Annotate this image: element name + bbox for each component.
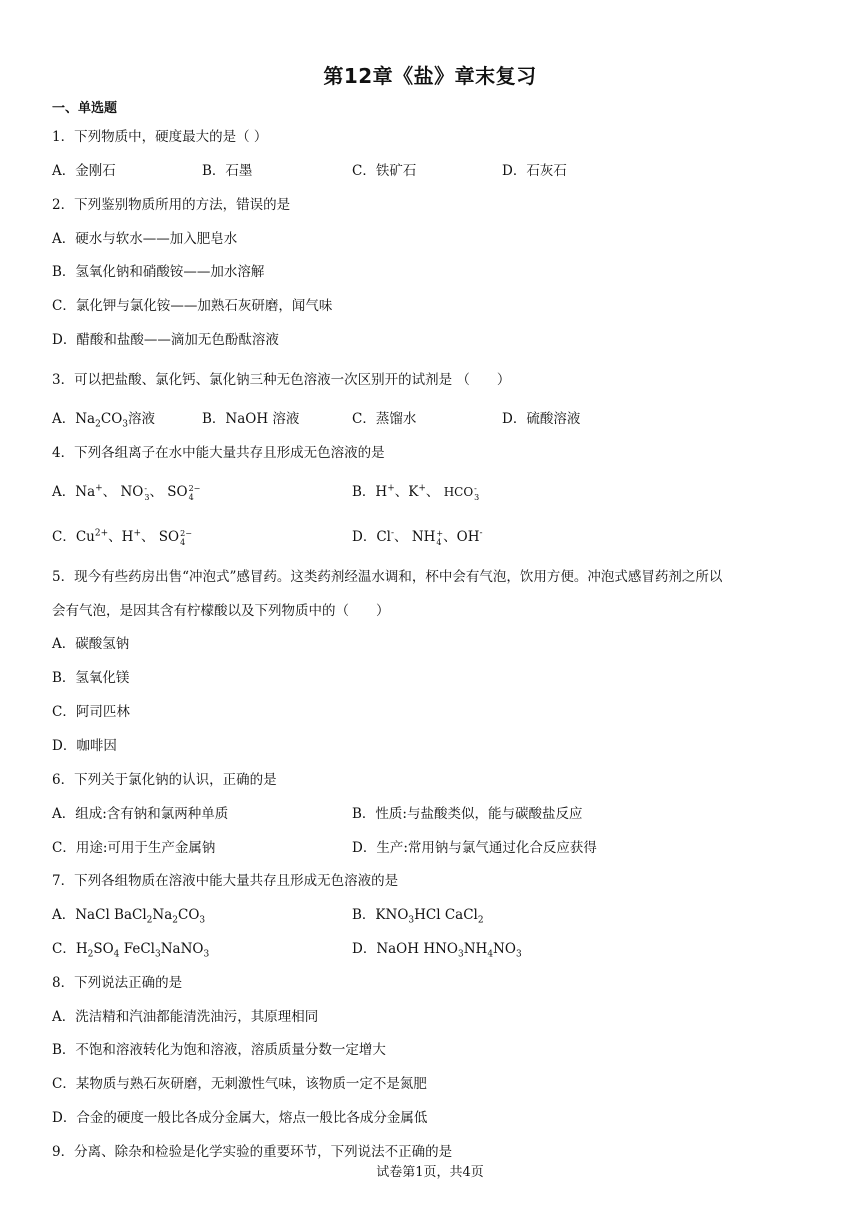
question-1-stem: 1．下列物质中，硬度最大的是（ ） xyxy=(52,129,268,145)
q7-option-a: A．NaCl $BaCl_2Na_2CO_3$ xyxy=(52,907,206,926)
q1-option-a: A．金刚石 xyxy=(52,163,116,179)
q5-option-d: D．咖啡因 xyxy=(52,738,117,754)
q3-option-c: C．蒸馏水 xyxy=(352,411,417,427)
q1-option-d: D．石灰石 xyxy=(502,163,567,179)
q8-option-c: C．某物质与熟石灰研磨，无刺激性气味，该物质一定不是氮肥 xyxy=(52,1076,427,1092)
q2-option-a: A．硬水与软水——加入肥皂水 xyxy=(52,231,238,247)
q5-option-c: C．阿司匹林 xyxy=(52,704,130,720)
q2-option-b: B．氢氧化钠和硝酸铵——加水溶解 xyxy=(52,264,265,280)
page-footer: 试卷第1页，共4页 xyxy=(376,1165,484,1180)
q7-option-d: D．NaOH $HNO_3NH_4NO_3$ xyxy=(352,941,522,960)
question-4-stem: 4．下列各组离子在水中能大量共存且形成无色溶液的是 xyxy=(52,445,385,461)
q7-option-c: C．$H_2SO_4$ FeCl$_3$NaNO$_3$ xyxy=(52,941,210,960)
q4-option-b: B．H+、K+、 HCO - 3 xyxy=(352,483,480,502)
question-6-stem: 6．下列关于氯化钠的认识，正确的是 xyxy=(52,772,277,788)
q8-option-a: A．洗洁精和汽油都能清洗油污，其原理相同 xyxy=(52,1009,319,1025)
question-7-stem: 7．下列各组物质在溶液中能大量共存且形成无色溶液的是 xyxy=(52,873,399,889)
q6-option-d: D．生产:常用钠与氯气通过化合反应获得 xyxy=(352,840,597,856)
q8-option-d: D．合金的硬度一般比各成分金属大，熔点一般比各成分金属低 xyxy=(52,1110,428,1126)
q2-option-c: C．氯化钾与氯化铵——加熟石灰研磨，闻气味 xyxy=(52,298,333,314)
question-9-stem: 9．分离、除杂和检验是化学实验的重要环节，下列说法不正确的是 xyxy=(52,1144,453,1160)
q6-option-a: A．组成:含有钠和氯两种单质 xyxy=(52,806,229,822)
q3-option-d: D．硫酸溶液 xyxy=(502,411,581,427)
q5-option-b: B．氢氧化镁 xyxy=(52,670,130,686)
q4-option-c: C．$Cu^{2+}$、H+、 SO 2− 4 xyxy=(52,528,192,547)
q1-option-c: C．铁矿石 xyxy=(352,163,417,179)
section-heading: 一、单选题 xyxy=(52,101,118,116)
q2-option-d: D．醋酸和盐酸——滴加无色酚酞溶液 xyxy=(52,332,279,348)
q7-option-b: B．$KNO_3HCl$ CaCl$_2$ xyxy=(352,907,484,926)
q1-option-b: B．石墨 xyxy=(202,163,253,179)
q3-option-a: A．$Na_2CO_3$溶液 xyxy=(52,411,155,430)
q8-option-b: B．不饱和溶液转化为饱和溶液，溶质质量分数一定增大 xyxy=(52,1042,386,1058)
page-title: 第12章《盐》章末复习 xyxy=(323,64,537,88)
question-5-stem-line-2: 会有气泡，是因其含有柠檬酸以及下列物质中的（ ） xyxy=(52,603,390,619)
q4-option-a: A．Na+、 NO - 3 、 SO 2− 4 xyxy=(52,483,201,502)
q4-option-d: D．Cl-、 NH + 4 、OH- xyxy=(352,528,483,547)
q6-option-c: C．用途:可用于生产金属钠 xyxy=(52,840,216,856)
q6-option-b: B．性质:与盐酸类似，能与碳酸盐反应 xyxy=(352,806,583,822)
question-8-stem: 8．下列说法正确的是 xyxy=(52,975,183,991)
q5-option-a: A．碳酸氢钠 xyxy=(52,636,130,652)
question-5-stem-line-1: 5．现今有些药房出售“冲泡式”感冒药。这类药剂经温水调和，杯中会有气泡，饮用方便。冲泡式感冒药剂之所以 xyxy=(52,569,723,585)
question-2-stem: 2．下列鉴别物质所用的方法，错误的是 xyxy=(52,197,291,213)
question-3-stem: 3．可以把盐酸、氯化钙、氯化钠三种无色溶液一次区别开的试剂是 （ ） xyxy=(52,372,511,388)
q3-option-b: B．NaOH 溶液 xyxy=(202,411,300,427)
